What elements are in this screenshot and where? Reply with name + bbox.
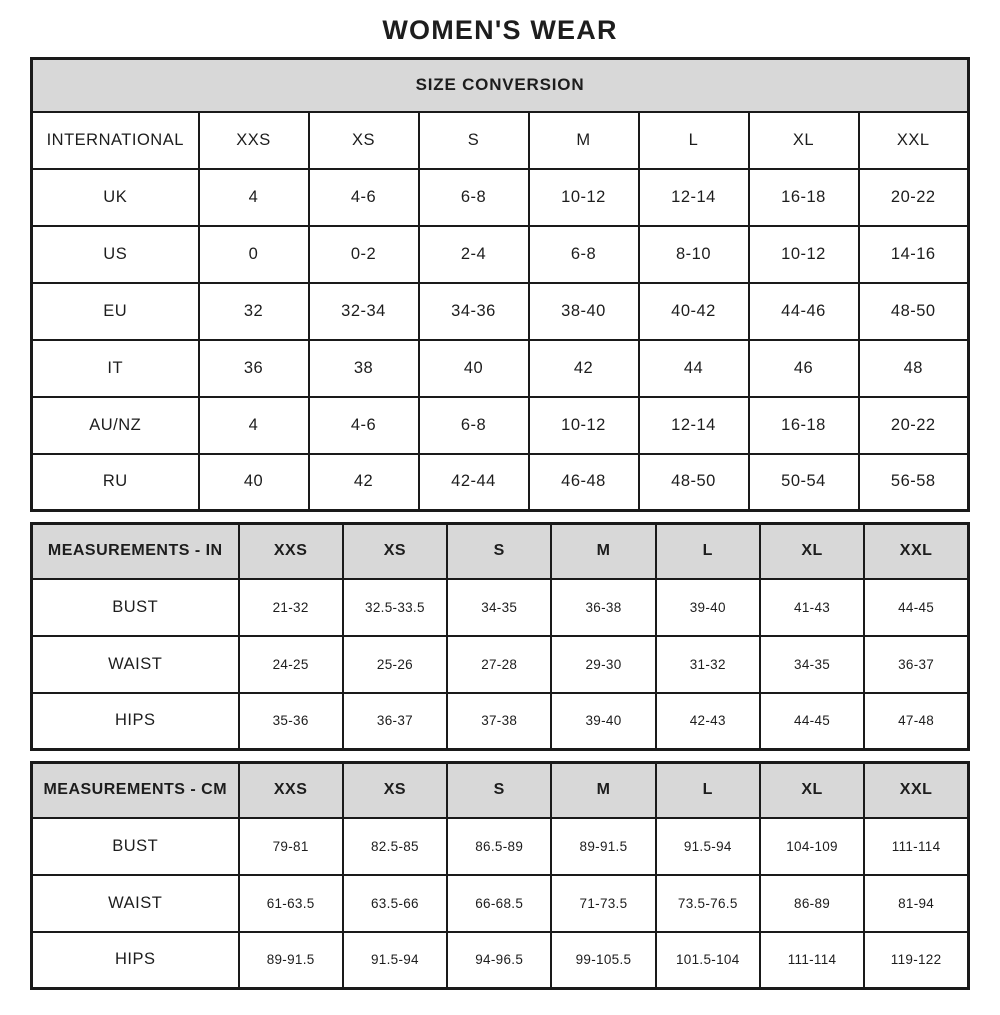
value-cell: 104-109 <box>760 818 864 875</box>
value-cell: 10-12 <box>529 169 639 226</box>
row-label: RU <box>32 454 199 511</box>
value-cell: 99-105.5 <box>551 932 655 989</box>
value-cell: 63.5-66 <box>343 875 447 932</box>
row-label: US <box>32 226 199 283</box>
value-cell: 12-14 <box>639 397 749 454</box>
value-cell: 4 <box>199 397 309 454</box>
value-cell: 34-36 <box>419 283 529 340</box>
value-cell: 47-48 <box>864 693 968 750</box>
value-cell: 8-10 <box>639 226 749 283</box>
value-cell: 20-22 <box>859 169 969 226</box>
value-cell: 91.5-94 <box>343 932 447 989</box>
table-title-cell: INTERNATIONAL <box>32 112 199 169</box>
value-cell: 56-58 <box>859 454 969 511</box>
row-label: BUST <box>32 579 239 636</box>
value-cell: 61-63.5 <box>239 875 343 932</box>
value-cell: 35-36 <box>239 693 343 750</box>
size-header-cell: XL <box>760 524 864 579</box>
measurements-cm-table <box>30 761 970 990</box>
value-cell: 42 <box>529 340 639 397</box>
value-cell: 119-122 <box>864 932 968 989</box>
value-cell: 71-73.5 <box>551 875 655 932</box>
value-cell: 34-35 <box>447 579 551 636</box>
size-header-cell: L <box>656 763 760 818</box>
value-cell: 42 <box>309 454 419 511</box>
size-header-cell: XS <box>343 763 447 818</box>
value-cell: 29-30 <box>551 636 655 693</box>
value-cell: 27-28 <box>447 636 551 693</box>
value-cell: 6-8 <box>529 226 639 283</box>
table-row <box>32 875 969 932</box>
size-header-cell: XXS <box>239 524 343 579</box>
row-label: HIPS <box>32 693 239 750</box>
size-header-cell: M <box>529 112 639 169</box>
value-cell: 44 <box>639 340 749 397</box>
value-cell: 82.5-85 <box>343 818 447 875</box>
value-cell: 81-94 <box>864 875 968 932</box>
value-cell: 36 <box>199 340 309 397</box>
value-cell: 42-43 <box>656 693 760 750</box>
value-cell: 89-91.5 <box>551 818 655 875</box>
row-label: BUST <box>32 818 239 875</box>
value-cell: 6-8 <box>419 169 529 226</box>
value-cell: 101.5-104 <box>656 932 760 989</box>
value-cell: 12-14 <box>639 169 749 226</box>
size-conversion-table <box>30 57 970 512</box>
value-cell: 46-48 <box>529 454 639 511</box>
size-header-cell: XL <box>749 112 859 169</box>
value-cell: 38 <box>309 340 419 397</box>
size-header-cell: M <box>551 763 655 818</box>
value-cell: 10-12 <box>529 397 639 454</box>
table-row <box>32 283 969 340</box>
value-cell: 39-40 <box>551 693 655 750</box>
table-row <box>32 340 969 397</box>
page-title: WOMEN'S WEAR <box>382 15 618 45</box>
value-cell: 32-34 <box>309 283 419 340</box>
size-header-cell: S <box>447 524 551 579</box>
value-cell: 24-25 <box>239 636 343 693</box>
value-cell: 36-37 <box>864 636 968 693</box>
value-cell: 111-114 <box>760 932 864 989</box>
table-title-cell: MEASUREMENTS - CM <box>32 763 239 818</box>
value-cell: 38-40 <box>529 283 639 340</box>
value-cell: 41-43 <box>760 579 864 636</box>
value-cell: 44-45 <box>864 579 968 636</box>
value-cell: 2-4 <box>419 226 529 283</box>
row-label: HIPS <box>32 932 239 989</box>
table-banner-row <box>32 59 969 112</box>
size-header-cell: M <box>551 524 655 579</box>
row-label: IT <box>32 340 199 397</box>
row-label: AU/NZ <box>32 397 199 454</box>
value-cell: 48 <box>859 340 969 397</box>
value-cell: 36-37 <box>343 693 447 750</box>
value-cell: 79-81 <box>239 818 343 875</box>
size-header-cell: XXS <box>199 112 309 169</box>
value-cell: 86.5-89 <box>447 818 551 875</box>
value-cell: 73.5-76.5 <box>656 875 760 932</box>
value-cell: 16-18 <box>749 397 859 454</box>
table-row <box>32 932 969 989</box>
table-header-row <box>32 524 969 579</box>
value-cell: 32.5-33.5 <box>343 579 447 636</box>
size-header-cell: XXL <box>859 112 969 169</box>
value-cell: 14-16 <box>859 226 969 283</box>
size-header-cell: XL <box>760 763 864 818</box>
value-cell: 25-26 <box>343 636 447 693</box>
value-cell: 44-45 <box>760 693 864 750</box>
size-header-cell: L <box>656 524 760 579</box>
value-cell: 48-50 <box>639 454 749 511</box>
value-cell: 32 <box>199 283 309 340</box>
value-cell: 91.5-94 <box>656 818 760 875</box>
row-label: UK <box>32 169 199 226</box>
value-cell: 111-114 <box>864 818 968 875</box>
value-cell: 4-6 <box>309 397 419 454</box>
size-header-cell: S <box>419 112 529 169</box>
size-header-cell: XXS <box>239 763 343 818</box>
table-header-row <box>32 112 969 169</box>
row-label: WAIST <box>32 875 239 932</box>
value-cell: 20-22 <box>859 397 969 454</box>
row-label: EU <box>32 283 199 340</box>
value-cell: 10-12 <box>749 226 859 283</box>
value-cell: 36-38 <box>551 579 655 636</box>
value-cell: 31-32 <box>656 636 760 693</box>
measurements-in-table <box>30 522 970 751</box>
table-row <box>32 454 969 511</box>
size-header-cell: XS <box>309 112 419 169</box>
value-cell: 16-18 <box>749 169 859 226</box>
value-cell: 46 <box>749 340 859 397</box>
value-cell: 40-42 <box>639 283 749 340</box>
value-cell: 48-50 <box>859 283 969 340</box>
value-cell: 4-6 <box>309 169 419 226</box>
value-cell: 6-8 <box>419 397 529 454</box>
value-cell: 40 <box>199 454 309 511</box>
table-row <box>32 397 969 454</box>
size-header-cell: L <box>639 112 749 169</box>
table-title-cell: MEASUREMENTS - IN <box>32 524 239 579</box>
value-cell: 89-91.5 <box>239 932 343 989</box>
table-row <box>32 818 969 875</box>
value-cell: 66-68.5 <box>447 875 551 932</box>
value-cell: 0-2 <box>309 226 419 283</box>
value-cell: 4 <box>199 169 309 226</box>
table-row <box>32 693 969 750</box>
size-header-cell: XXL <box>864 524 968 579</box>
value-cell: 50-54 <box>749 454 859 511</box>
value-cell: 86-89 <box>760 875 864 932</box>
size-header-cell: XS <box>343 524 447 579</box>
size-header-cell: S <box>447 763 551 818</box>
value-cell: 21-32 <box>239 579 343 636</box>
value-cell: 39-40 <box>656 579 760 636</box>
value-cell: 42-44 <box>419 454 529 511</box>
table-row <box>32 636 969 693</box>
table-row <box>32 579 969 636</box>
size-header-cell: XXL <box>864 763 968 818</box>
table-row <box>32 169 969 226</box>
row-label: WAIST <box>32 636 239 693</box>
table-banner: SIZE CONVERSION <box>32 59 969 112</box>
value-cell: 44-46 <box>749 283 859 340</box>
table-row <box>32 226 969 283</box>
value-cell: 37-38 <box>447 693 551 750</box>
value-cell: 94-96.5 <box>447 932 551 989</box>
table-header-row <box>32 763 969 818</box>
value-cell: 0 <box>199 226 309 283</box>
value-cell: 40 <box>419 340 529 397</box>
value-cell: 34-35 <box>760 636 864 693</box>
